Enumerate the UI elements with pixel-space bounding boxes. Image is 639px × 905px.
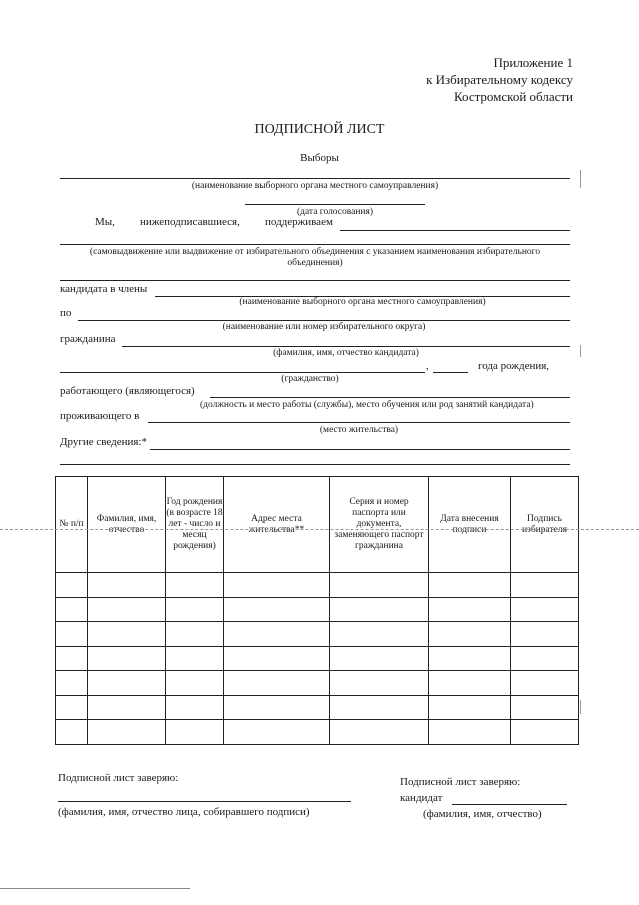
caption-collector-name: (фамилия, имя, отчество лица, собиравшего подписи) bbox=[58, 806, 310, 818]
caption-citizenship: (гражданство) bbox=[281, 374, 339, 384]
caption-voting-date: (дата голосования) bbox=[296, 207, 374, 217]
header-birth-year: Год рождения (в возрасте 18 лет - число и месяц рождения) bbox=[166, 477, 224, 573]
workplace-field[interactable] bbox=[210, 397, 570, 398]
table-row bbox=[56, 671, 579, 696]
header-signature: Подпись избирателя bbox=[511, 477, 579, 573]
candidate-name-sign-field[interactable] bbox=[452, 804, 567, 805]
table-cell[interactable] bbox=[429, 573, 511, 598]
candidate-member-label: кандидата в члены bbox=[60, 283, 148, 295]
collector-name-field[interactable] bbox=[58, 801, 351, 802]
citizenship-field[interactable] bbox=[60, 372, 425, 373]
table-row bbox=[56, 646, 579, 671]
other-info-label: Другие сведения:* bbox=[60, 436, 148, 448]
scan-mark bbox=[580, 345, 581, 357]
table-cell[interactable] bbox=[429, 646, 511, 671]
nomination-field[interactable] bbox=[60, 244, 570, 245]
table-cell[interactable] bbox=[224, 597, 330, 622]
living-label: проживающего в bbox=[60, 410, 140, 422]
caption-workplace: (должность и место работы (службы), место обучения или род занятий кандидата) bbox=[200, 400, 534, 410]
table-cell[interactable] bbox=[56, 695, 88, 720]
birth-year-field[interactable] bbox=[433, 372, 468, 373]
working-label: работающего (являющегося) bbox=[60, 385, 195, 397]
appendix-line-1: Приложение 1 bbox=[493, 55, 573, 70]
table-cell[interactable] bbox=[166, 671, 224, 696]
footnote-divider bbox=[0, 888, 190, 889]
page-title: ПОДПИСНОЙ ЛИСТ bbox=[254, 122, 385, 137]
table-cell[interactable] bbox=[166, 646, 224, 671]
caption-candidate-name: (фамилия, имя, отчество кандидата) bbox=[273, 348, 419, 358]
undersigned-label: нижеподписавшиеся, bbox=[140, 216, 240, 228]
caption-body-name: (наименование выборного органа местного самоуправления) bbox=[191, 181, 439, 191]
caption-nomination-2: объединения) bbox=[287, 258, 343, 268]
table-cell[interactable] bbox=[330, 671, 429, 696]
scan-mark bbox=[580, 170, 581, 188]
table-cell[interactable] bbox=[166, 597, 224, 622]
table-cell[interactable] bbox=[88, 646, 166, 671]
table-cell[interactable] bbox=[330, 646, 429, 671]
caption-nomination-1: (самовыдвижение или выдвижение от избирательного объединения с указанием наименования избирательного bbox=[89, 247, 541, 257]
table-cell[interactable] bbox=[429, 671, 511, 696]
table-row bbox=[56, 622, 579, 647]
caption-candidate-fio: (фамилия, имя, отчество) bbox=[423, 808, 542, 820]
citizen-label: гражданина bbox=[60, 333, 116, 345]
table-cell[interactable] bbox=[166, 622, 224, 647]
table-cell[interactable] bbox=[166, 695, 224, 720]
appendix-line-3: Костромской области bbox=[453, 89, 573, 104]
table-cell[interactable] bbox=[330, 720, 429, 745]
table-cell[interactable] bbox=[224, 646, 330, 671]
birth-year-label: года рождения, bbox=[478, 360, 550, 372]
table-row bbox=[56, 597, 579, 622]
caption-body-name-2: (наименование выборного органа местного самоуправления) bbox=[239, 297, 486, 307]
table-cell[interactable] bbox=[88, 720, 166, 745]
candidate-name-field[interactable] bbox=[122, 346, 570, 347]
table-header-row bbox=[56, 477, 579, 573]
residence-field[interactable] bbox=[148, 422, 570, 423]
table-cell[interactable] bbox=[56, 671, 88, 696]
header-full-name: Фамилия, имя, отчество bbox=[88, 477, 166, 573]
signatures-table bbox=[55, 476, 579, 745]
support-label: поддерживаем bbox=[265, 216, 333, 228]
table-cell[interactable] bbox=[56, 646, 88, 671]
table-cell[interactable] bbox=[429, 597, 511, 622]
table-cell[interactable] bbox=[511, 720, 579, 745]
table-cell[interactable] bbox=[224, 720, 330, 745]
table-cell[interactable] bbox=[88, 597, 166, 622]
header-passport: Серия и номер паспорта или документа, заменяющего паспорт гражданина bbox=[330, 477, 429, 573]
table-cell[interactable] bbox=[88, 671, 166, 696]
caption-residence: (место жительства) bbox=[319, 425, 399, 435]
table-cell[interactable] bbox=[330, 573, 429, 598]
table-cell[interactable] bbox=[511, 573, 579, 598]
table-cell[interactable] bbox=[511, 646, 579, 671]
caption-district: (наименование или номер избирательного округа) bbox=[222, 322, 426, 332]
table-cell[interactable] bbox=[330, 695, 429, 720]
support-field[interactable] bbox=[340, 230, 570, 231]
by-label: по bbox=[60, 307, 72, 319]
voting-date-field[interactable] bbox=[245, 204, 425, 205]
table-cell[interactable] bbox=[511, 671, 579, 696]
scan-mark bbox=[580, 700, 581, 714]
header-number: № п/п bbox=[56, 477, 88, 573]
we-label: Мы, bbox=[95, 216, 115, 228]
district-field[interactable] bbox=[78, 320, 570, 321]
header-address: Адрес места жительства** bbox=[224, 477, 330, 573]
table-cell[interactable] bbox=[330, 622, 429, 647]
table-cell[interactable] bbox=[511, 622, 579, 647]
table-cell[interactable] bbox=[166, 720, 224, 745]
table-cell[interactable] bbox=[56, 720, 88, 745]
table-row bbox=[56, 573, 579, 598]
table-row bbox=[56, 695, 579, 720]
table-cell[interactable] bbox=[511, 695, 579, 720]
left-certify-label: Подписной лист заверяю: bbox=[58, 772, 179, 784]
comma: , bbox=[426, 360, 429, 372]
table-cell[interactable] bbox=[56, 597, 88, 622]
table-row bbox=[56, 720, 579, 745]
table-cell[interactable] bbox=[330, 597, 429, 622]
elections-label: Выборы bbox=[300, 152, 339, 164]
table-cell[interactable] bbox=[88, 622, 166, 647]
table-cell[interactable] bbox=[88, 695, 166, 720]
table-cell[interactable] bbox=[429, 695, 511, 720]
right-certify-label: Подписной лист заверяю: bbox=[400, 776, 521, 788]
fold-line bbox=[0, 529, 639, 530]
nomination-field-2[interactable] bbox=[60, 280, 570, 281]
table-cell[interactable] bbox=[429, 720, 511, 745]
table-cell[interactable] bbox=[56, 622, 88, 647]
table-cell[interactable] bbox=[224, 622, 330, 647]
table-cell[interactable] bbox=[429, 622, 511, 647]
table-cell[interactable] bbox=[88, 573, 166, 598]
table-cell[interactable] bbox=[56, 573, 88, 598]
other-info-field[interactable] bbox=[150, 449, 570, 450]
appendix-line-2: к Избирательному кодексу bbox=[426, 72, 573, 87]
header-sign-date: Дата внесения подписи bbox=[429, 477, 511, 573]
table-cell[interactable] bbox=[166, 573, 224, 598]
table-cell[interactable] bbox=[224, 573, 330, 598]
other-info-field-2[interactable] bbox=[60, 464, 570, 465]
table-cell[interactable] bbox=[511, 597, 579, 622]
table-cell[interactable] bbox=[224, 695, 330, 720]
elections-body-field[interactable] bbox=[60, 178, 570, 179]
candidate-label: кандидат bbox=[400, 792, 443, 804]
table-cell[interactable] bbox=[224, 671, 330, 696]
